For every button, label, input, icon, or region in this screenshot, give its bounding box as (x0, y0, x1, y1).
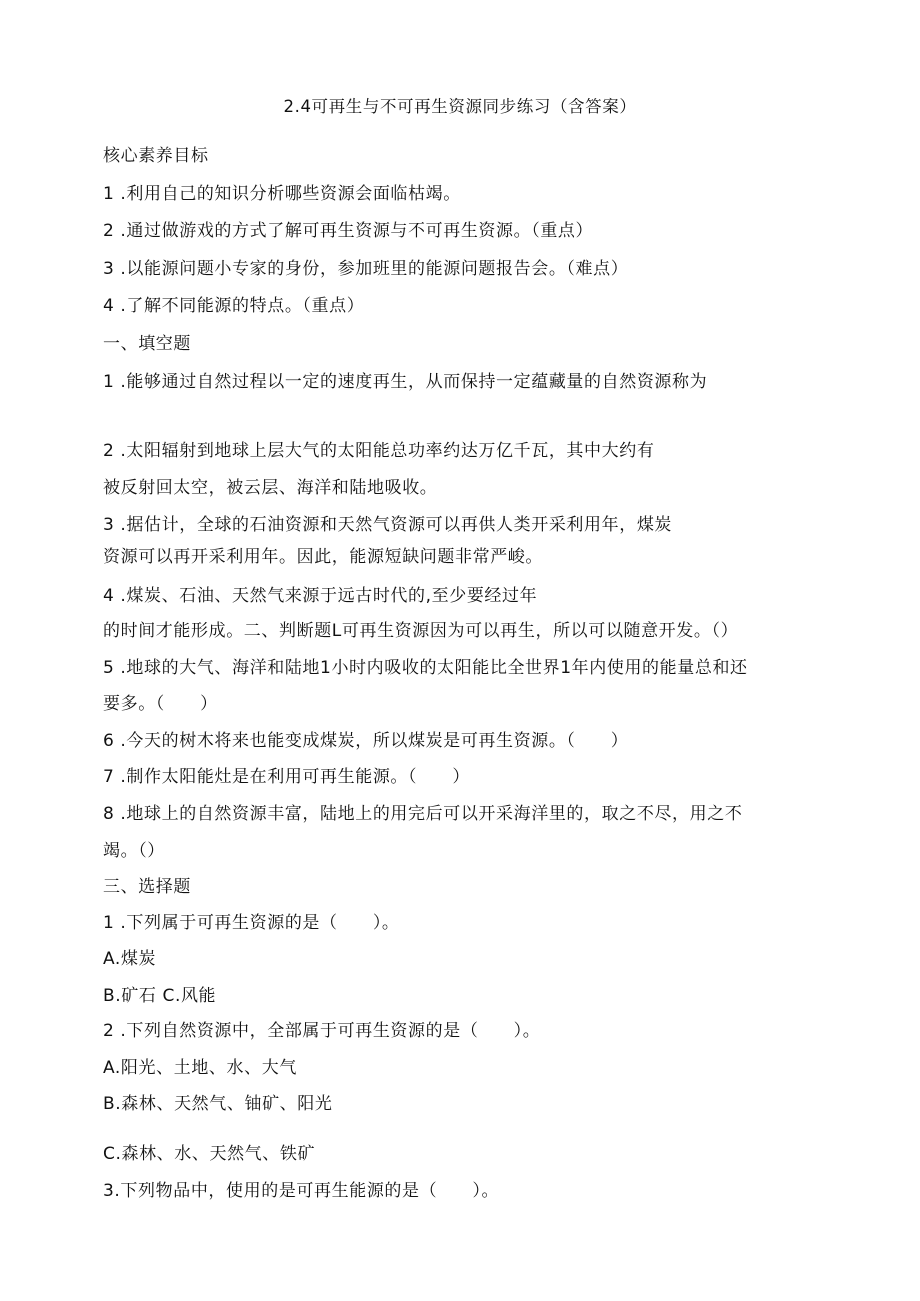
goal-item-1: 1 .利用自己的知识分析哪些资源会面临枯竭。 (103, 184, 461, 204)
question-text: 5 .地球的大气、海洋和陆地1小时内吸收的太阳能比全世界1年内使用的能量总和还 (103, 658, 748, 678)
answer-option: B.矿石 C.风能 (103, 986, 217, 1006)
question-text: 2 .太阳辐射到地球上层大气的太阳能总功率约达万亿千瓦，其中大约有 (103, 441, 655, 461)
question-text: 要多。（ ） (103, 694, 218, 714)
question-text: 7 .制作太阳能灶是在利用可再生能源。（ ） (103, 767, 470, 787)
question-text: 被反射回太空，被云层、海洋和陆地吸收。 (103, 478, 438, 498)
question-text: 8 .地球上的自然资源丰富，陆地上的用完后可以开采海洋里的，取之不尽，用之不 (103, 804, 743, 824)
goal-item-3: 3 .以能源问题小专家的身份，参加班里的能源问题报告会。（难点） (103, 259, 629, 279)
answer-option: A.煤炭 (103, 949, 157, 969)
section-heading-fill-blank: 一、填空题 (103, 334, 191, 354)
question-text: 4 .煤炭、石油、天然气来源于远古时代的,至少要经过年 (103, 586, 538, 606)
section-heading-core-goals: 核心素养目标 (103, 146, 209, 166)
section-heading-multiple-choice: 三、选择题 (103, 877, 191, 897)
question-text: 2 .下列自然资源中，全部属于可再生资源的是（ ）。 (103, 1021, 541, 1041)
question-text: 资源可以再开采利用年。因此，能源短缺问题非常严峻。 (103, 547, 543, 567)
question-text: 的时间才能形成。二、判断题L可再生资源因为可以再生，所以可以随意开发。（） (103, 621, 739, 641)
goal-item-2: 2 .通过做游戏的方式了解可再生资源与不可再生资源。（重点） (103, 221, 594, 241)
document-title: 2.4可再生与不可再生资源同步练习（含答案） (283, 97, 637, 116)
question-text: 6 .今天的树木将来也能变成煤炭，所以煤炭是可再生资源。（ ） (103, 731, 629, 751)
goal-item-4: 4 .了解不同能源的特点。（重点） (103, 296, 365, 316)
question-text: 1 .能够通过自然过程以一定的速度再生，从而保持一定蕴藏量的自然资源称为 (103, 372, 708, 392)
question-text: 3 .据估计，全球的石油资源和天然气资源可以再供人类开采利用年，煤炭 (103, 515, 673, 535)
question-text: 竭。（） (103, 841, 165, 861)
answer-option: B.森林、天然气、铀矿、阳光 (103, 1094, 333, 1114)
answer-option: A.阳光、土地、水、大气 (103, 1058, 297, 1078)
answer-option: C.森林、水、天然气、铁矿 (103, 1144, 316, 1164)
question-text: 3.下列物品中，使用的是可再生能源的是（ ）。 (103, 1181, 500, 1201)
question-text: 1 .下列属于可再生资源的是（ ）。 (103, 913, 400, 933)
